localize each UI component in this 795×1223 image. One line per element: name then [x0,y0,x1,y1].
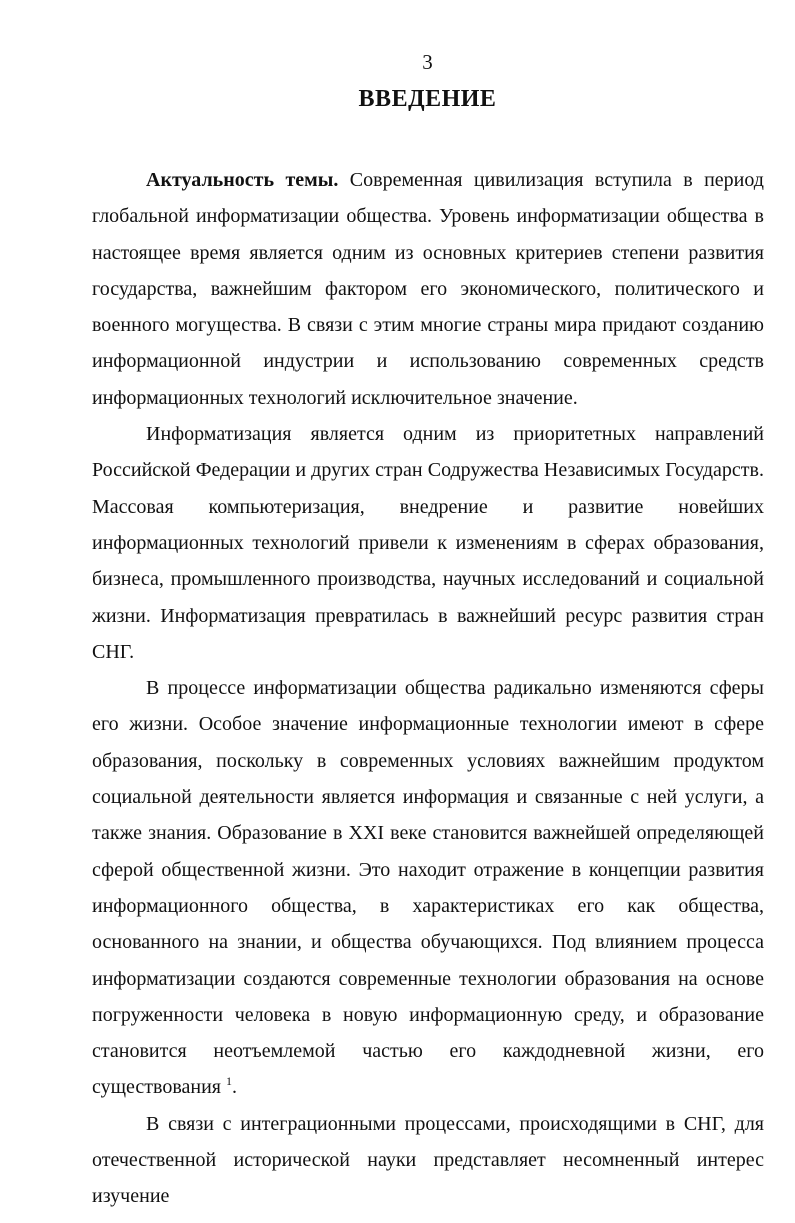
paragraph-text: Современная цивилизация вступила в период глобальной информатизации общества. Уровень информатизации общества в настоящее время является одним из основных критериев степени развития государства, важнейшим фактором его экономического, политического и военного могущества. В связи с этим многие страны мира придают созданию информационной индустрии и использованию современных средств информационных технологий исключительное значение. [92,169,764,409]
page-number: 3 [422,50,433,74]
paragraph-text: В процессе информатизации общества радикально изменяются сферы его жизни. Особое значение информационные технологии имеют в сфере образования, поскольку в современных условиях важнейшим продуктом социальной деятельности является информация и связанные с ней услуги, а также знания. Образование в XXI веке становится важнейшей определяющей сферой общественной жизни. Это находит отражение в концепции развития информационного общества, в характеристиках его как общества, основанного на знании, и общества обучающихся. Под влиянием процесса информатизации создаются современные технологии образования на основе погруженности человека в новую информационную среду, и образование становится неотъемлемой частью его каждодневной жизни, его существования [92,677,764,1099]
page-title: ВВЕДЕНИЕ [358,86,497,112]
paragraph-relevance [92,162,764,416]
paragraph-end: . [231,1076,237,1099]
paragraph-integration: В связи с интеграционными процессами, происходящими в СНГ, для отечественной исторической науки представляет несомненный интерес изучение [92,1112,764,1208]
body-text [92,162,764,1215]
paragraph-informatization: Информатизация является одним из приоритетных направлений Российской Федерации и других стран Содружества Независимых Государств. Массовая компьютеризация, внедрение и развитие новейших информационных технологий привели к изменениям в сферах образования, бизнеса, промышленного производства, научных исследований и социальной жизни. Информатизация превратилась в важнейший ресурс развития стран СНГ. [92,423,764,663]
paragraph-lead: Актуальность темы. [146,169,339,191]
paragraph-education [92,670,764,1106]
footnote-reference[interactable]: 1 [225,1074,232,1089]
